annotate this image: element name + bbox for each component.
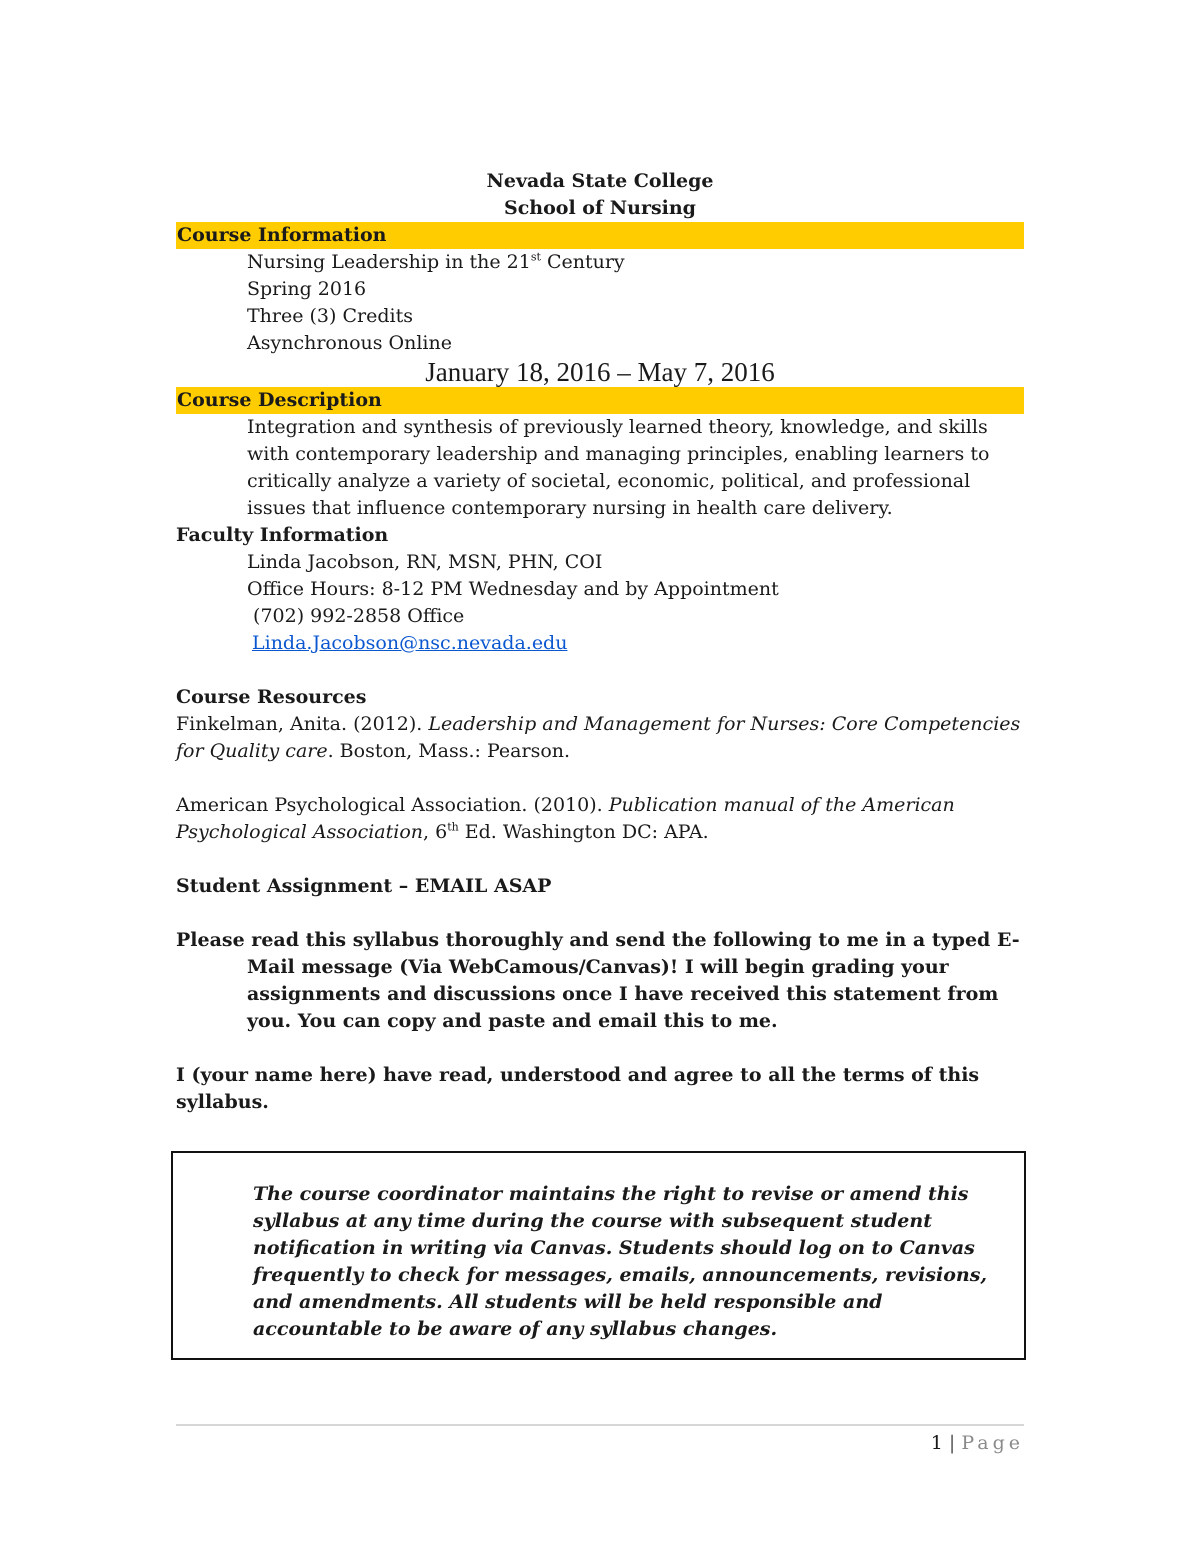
course-title: Nursing Leadership in the 21st Century [247,250,625,273]
syllabus-page [176,168,1024,1116]
page-footer [931,1430,1024,1457]
course-dates: January 18, 2016 – May 7, 2016 [425,357,775,387]
faculty-name: Linda Jacobson, RN, MSN, PHN, COI [247,551,603,573]
faculty-heading: Faculty Information [176,524,389,546]
office-hours: Office Hours: 8-12 PM Wednesday and by Appointment [247,578,779,600]
reference-finkelman: Finkelman, Anita. (2012). Leadership and Management for Nurses: Core Competencies for Quality care. Boston, Mass.: Pearson. [176,713,1021,762]
faculty-email-line [176,630,1024,657]
page-number: 1 [930,1432,943,1454]
assignment-heading: Student Assignment – EMAIL ASAP [176,875,552,897]
course-information-heading: Course Information [176,222,1024,249]
reference-apa: American Psychological Association. (2010). Publication manual of the American Psychological Association, 6th Ed. Washington DC: APA. [176,794,955,843]
course-description-heading: Course Description [176,387,1024,414]
school-name: School of Nursing [504,197,696,219]
course-credits: Three (3) Credits [247,305,413,327]
course-format: Asynchronous Online [247,332,452,354]
office-phone: (702) 992-2858 Office [247,605,465,627]
footer-separator: | [948,1432,956,1454]
faculty-email-link[interactable]: Linda.Jacobson@nsc.nevada.edu [252,632,568,654]
course-description-text: Integration and synthesis of previously learned theory, knowledge, and skills with contemporary leadership and managing principles, enabling learners to critically analyze a variety of societal, economic, political, and professional issues that influence contemporary nursing in health care delivery. [247,416,990,519]
college-name: Nevada State College [486,170,714,192]
assignment-instructions: Please read this syllabus thoroughly and send the following to me in a typed E-Mail message (Via WebCamous/Canvas)! I will begin grading your assignments and discussions once I have received this statement from you. You can copy and paste and email this to me. [176,929,1020,1032]
page-label: Page [961,1432,1024,1454]
footer-divider [176,1424,1024,1426]
course-term: Spring 2016 [247,278,367,300]
resources-heading: Course Resources [176,686,367,708]
syllabus-notice-box [171,1151,1026,1360]
agreement-statement: I (your name here) have read, understood and agree to all the terms of this syllabus. [176,1064,980,1113]
syllabus-notice-text: The course coordinator maintains the right to revise or amend this syllabus at any time during the course with subsequent student notification in writing via Canvas. Students should log on to Canvas frequently to check for messages, emails, announcements, revisions, and amendments. All students will be held responsible and accountable to be aware of any syllabus changes. [253,1183,988,1340]
